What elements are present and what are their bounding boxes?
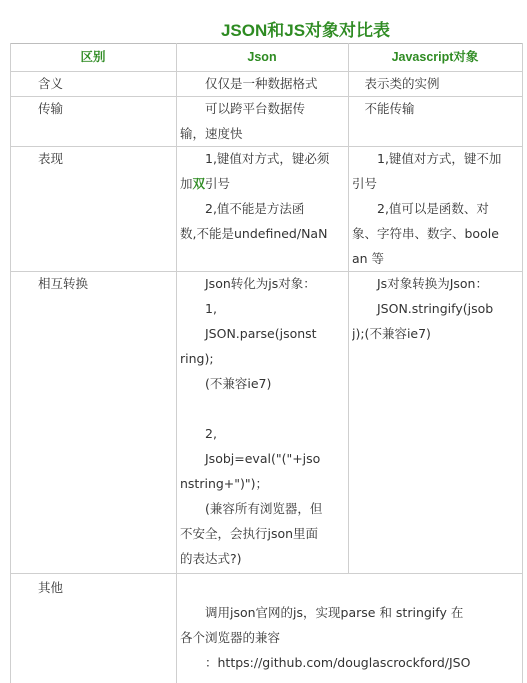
header-diff: 区别 [80, 50, 106, 64]
json-cell-line: JSON.parse(jsonst [180, 326, 317, 341]
js-cell-line: 象、字符串、数字、boole [352, 226, 499, 241]
json-text: 引号 [205, 176, 231, 191]
other-cell-line: 各个浏览器的兼容 [180, 630, 281, 645]
json-cell-line: (兼容所有浏览器，但 [180, 501, 323, 516]
json-cell-line: 的表达式?) [180, 551, 242, 566]
js-cell-line: j);(不兼容ie7) [352, 326, 431, 341]
js-cell-line: 表示类的实例 [352, 76, 440, 91]
json-cell-line: 1,键值对方式，键必须 [180, 151, 330, 166]
json-cell-line: 数,不能是undefined/NaN [180, 226, 328, 241]
header-json: Json [247, 50, 277, 64]
page-title: JSON和JS对象对比表 [220, 21, 391, 40]
row-label: 传输 [38, 101, 64, 116]
js-cell-line: Js对象转换为Json： [352, 276, 488, 291]
js-cell-line: JSON.stringify(jsob [352, 301, 494, 316]
row-label: 含义 [38, 76, 64, 91]
row-divider [10, 573, 523, 574]
row-label: 其他 [38, 580, 64, 595]
json-cell-line: nstring+")")； [180, 476, 269, 491]
js-cell-line: 2,值可以是函数、对 [352, 201, 489, 216]
json-cell-line: (不兼容ie7) [180, 376, 272, 391]
header-js-object: Javascript对象 [391, 50, 479, 64]
col-divider [176, 43, 177, 683]
json-cell-line: 1, [180, 301, 217, 316]
json-cell-line: 可以跨平台数据传 [180, 101, 306, 116]
json-cell-line [180, 171, 347, 196]
json-cell-line: Jsobj=eval("("+jso [180, 451, 321, 466]
row-label: 相互转换 [38, 276, 89, 291]
comparison-table [10, 43, 523, 683]
json-cell-line: 2,值不能是方法函 [180, 201, 305, 216]
highlight-text: 双 [192, 176, 206, 191]
js-cell-line: an 等 [352, 251, 385, 266]
json-cell-line: ring); [180, 351, 214, 366]
js-cell-line: 1,键值对方式，键不加 [352, 151, 502, 166]
json-text: 加 [180, 176, 193, 191]
json-cell-line: 2, [180, 426, 217, 441]
other-cell-line: ：https://github.com/douglascrockford/JSO [180, 655, 471, 670]
json-cell-line: Json转化为js对象： [180, 276, 316, 291]
col-divider [522, 43, 523, 683]
js-cell-line: 引号 [352, 176, 378, 191]
js-cell-line: 不能传输 [352, 101, 415, 116]
json-cell-line: 输，速度快 [180, 126, 243, 141]
other-cell-line: 调用json官网的js，实现parse 和 stringify 在 [180, 605, 464, 620]
row-label: 表现 [38, 151, 64, 166]
json-cell-line: 不安全，会执行json里面 [180, 526, 319, 541]
col-divider [10, 43, 11, 683]
col-divider [348, 43, 349, 573]
json-cell-line: 仅仅是一种数据格式 [180, 76, 318, 91]
